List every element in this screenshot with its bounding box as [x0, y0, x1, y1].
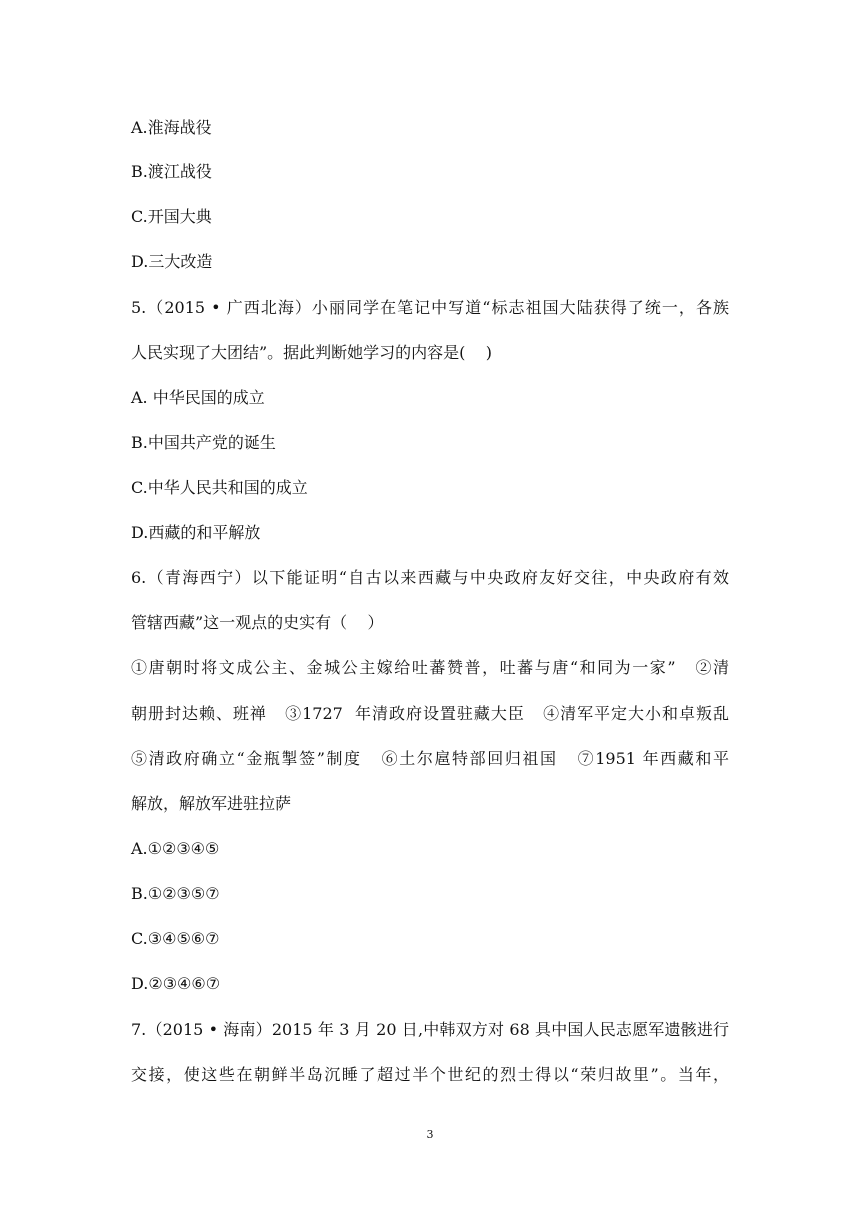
- option-line: A.淮海战役: [131, 118, 212, 137]
- option-line: B.中国共产党的诞生: [131, 433, 276, 452]
- question-5-line: 5.（2015 • 广西北海）小丽同学在笔记中写道“标志祖国大陆获得了统一，各族: [131, 298, 729, 317]
- option-line: D.②③④⑥⑦: [131, 974, 221, 993]
- page-number: 3: [426, 1128, 434, 1141]
- option-line: B.渡江战役: [131, 162, 212, 181]
- question-6-line: ⑤清政府确立“金瓶掣签”制度 ⑥土尔扈特部回归祖国 ⑦1951 年西藏和平: [131, 749, 729, 768]
- question-5-line: 人民实现了大团结”。据此判断她学习的内容是( ): [131, 343, 493, 362]
- question-6-line: 解放，解放军进驻拉萨: [131, 794, 292, 813]
- question-6-line: 6.（青海西宁）以下能证明“自古以来西藏与中央政府友好交往，中央政府有效: [131, 568, 729, 587]
- question-7-line: 7.（2015 • 海南）2015 年 3 月 20 日,中韩双方对 68 具中国人民志愿军遗骸进行: [131, 1020, 729, 1039]
- option-line: B.①②③⑤⑦: [131, 884, 220, 903]
- question-6-line: 管辖西藏”这一观点的史实有（ ）: [131, 613, 384, 632]
- option-line: D.西藏的和平解放: [131, 523, 261, 542]
- question-6-line: ①唐朝时将文成公主、金城公主嫁给吐蕃赞普，吐蕃与唐“和同为一家” ②清: [131, 658, 729, 677]
- option-line: C.开国大典: [131, 207, 212, 226]
- question-7-line: 交接，使这些在朝鲜半岛沉睡了超过半个世纪的烈士得以“荣归故里”。当年，: [131, 1065, 729, 1084]
- option-line: A. 中华民国的成立: [131, 388, 265, 407]
- option-line: C.③④⑤⑥⑦: [131, 929, 220, 948]
- option-line: A.①②③④⑤: [131, 839, 220, 858]
- option-line: D.三大改造: [131, 252, 213, 271]
- question-6-line: 朝册封达赖、班禅 ③1727 年清政府设置驻藏大臣 ④清军平定大小和卓叛乱: [131, 704, 729, 723]
- option-line: C.中华人民共和国的成立: [131, 478, 308, 497]
